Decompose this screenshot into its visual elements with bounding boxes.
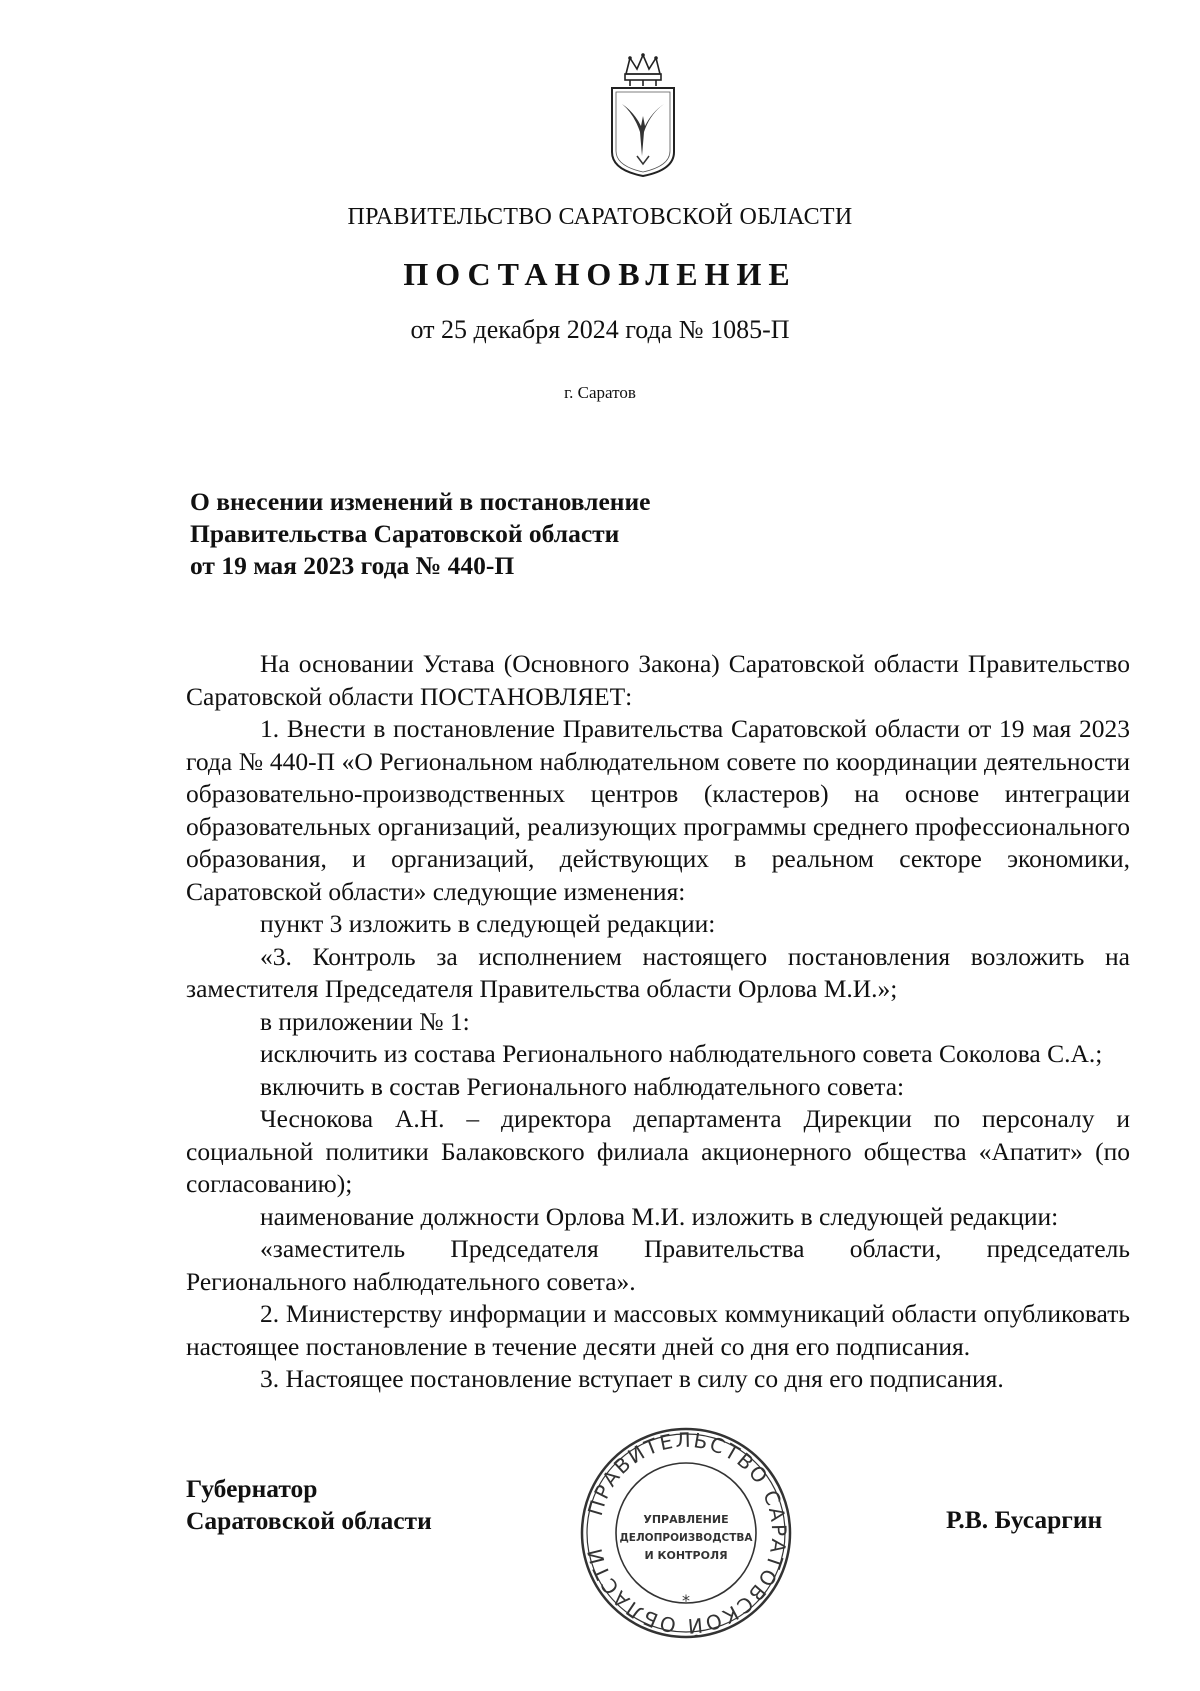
body-paragraph: «3. Контроль за исполнением настоящего постановления возложить на заместителя Председателя Правительства области Орлова М.И.»; — [186, 941, 1130, 1003]
body-paragraph: исключить из состава Регионального наблюдательного совета Соколова С.А.; — [260, 1039, 1103, 1068]
svg-text:*: * — [682, 1591, 690, 1610]
body-paragraph: в приложении № 1: — [260, 1006, 470, 1036]
body-paragraph: Чеснокова А.Н. – директора департамента Дирекции по персоналу и социальной политики Балаковского филиала акционерного общества «Апатит» (по согласованию); — [186, 1104, 1130, 1198]
body-paragraph: 2. Министерству информации и массовых коммуникаций области опубликовать настоящее постановление в течение десяти дней со дня его подписания. — [186, 1299, 1130, 1361]
document-subject — [190, 486, 890, 582]
document-body — [186, 648, 1130, 1396]
body-paragraph: 1. Внести в постановление Правительства Саратовской области от 19 мая 2023 года № 440-П «О Региональном наблюдательном совете по координации деятельности образовательно-производственных центров (кластеров) на основе интеграции образовательных организаций, реализующих программы среднего профессионального образования, и организаций, действующих в реальном секторе экономики, Саратовской области» следующие изменения: — [186, 714, 1130, 906]
stamp-inner-line: ДЕЛОПРОИЗВОДСТВА — [619, 1532, 753, 1544]
body-paragraph: «заместитель Председателя Правительства области, председатель Регионального наблюдательного совета». — [186, 1234, 1130, 1296]
stamp-outer-text: ПРАВИТЕЛЬСТВО САРАТОВСКОЙ ОБЛАСТИ — [582, 1427, 792, 1639]
body-paragraph: пункт 3 изложить в следующей редакции: — [260, 909, 716, 938]
signatory-position — [186, 1473, 432, 1537]
body-paragraph: наименование должности Орлова М.И. изложить в следующей редакции: — [260, 1201, 1059, 1231]
subject-line: от 19 мая 2023 года № 440-П — [190, 551, 515, 580]
stamp-inner-line: И КОНТРОЛЯ — [644, 1549, 728, 1562]
body-paragraph: 3. Настоящее постановление вступает в силу со дня его подписания. — [260, 1364, 1004, 1393]
body-paragraph: На основании Устава (Основного Закона) Саратовской области Правительство Саратовской области ПОСТАНОВЛЯЕТ: — [186, 649, 1130, 711]
body-paragraph: включить в состав Регионального наблюдательного совета: — [260, 1071, 905, 1101]
signatory-name: Р.В. Бусаргин — [946, 1505, 1103, 1534]
document-title: ПОСТАНОВЛЕНИЕ — [403, 256, 797, 292]
official-stamp-icon — [578, 1425, 794, 1641]
position-line: Губернатор — [186, 1474, 318, 1503]
subject-line: Правительства Саратовской области — [190, 519, 620, 548]
document-date-number: от 25 декабря 2024 года № 1085-П — [410, 315, 790, 344]
position-line: Саратовской области — [186, 1506, 432, 1535]
subject-line: О внесении изменений в постановление — [190, 487, 651, 516]
stamp-inner-line: УПРАВЛЕНИЕ — [643, 1513, 729, 1526]
document-place: г. Саратов — [564, 383, 636, 402]
coat-of-arms-icon — [604, 52, 682, 180]
issuer-name: ПРАВИТЕЛЬСТВО САРАТОВСКОЙ ОБЛАСТИ — [347, 204, 853, 230]
